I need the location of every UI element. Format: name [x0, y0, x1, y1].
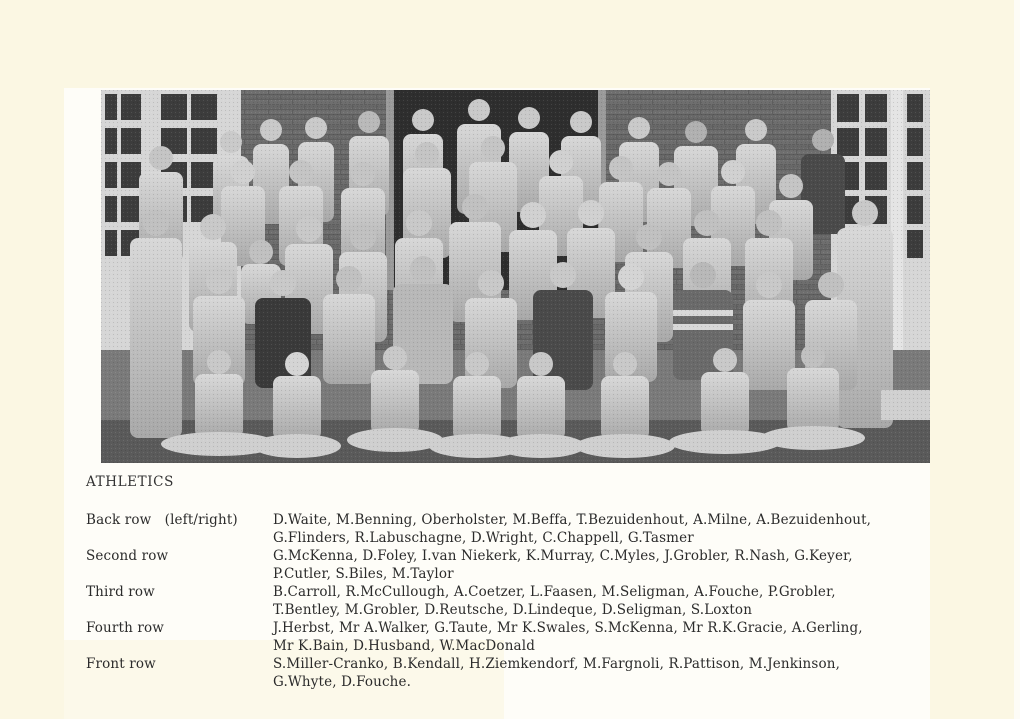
names-line: T.Bentley, M.Grobler, D.Reutsche, D.Lindeque, D.Seligman, S.Loxton — [273, 602, 753, 618]
names-line: B.Carroll, R.McCullough, A.Coetzer, L.Faasen, M.Seligman, A.Fouche, P.Grobler, — [273, 584, 836, 600]
row-names — [273, 547, 976, 583]
row-label: Back row (left/right) — [86, 512, 238, 528]
row-names — [273, 511, 976, 547]
row-label: Second row — [86, 548, 169, 564]
names-line: G.McKenna, D.Foley, I.van Niekerk, K.Murray, C.Myles, J.Grobler, R.Nash, G.Keyer, — [273, 548, 853, 564]
names-line: Mr K.Bain, D.Husband, W.MacDonald — [273, 638, 535, 654]
row-names — [273, 619, 976, 655]
names-line: S.Miller-Cranko, B.Kendall, H.Ziemkendorf, M.Fargnoli, R.Pattison, M.Jenkinson, — [273, 656, 841, 672]
caption-roster — [86, 511, 976, 691]
names-line: G.Flinders, R.Labuschagne, D.Wright, C.Chappell, G.Tasmer — [273, 530, 694, 546]
team-photograph — [101, 90, 930, 463]
roster-row-third — [86, 583, 976, 619]
row-names — [273, 583, 976, 619]
row-label: Fourth row — [86, 620, 164, 636]
names-line: D.Waite, M.Benning, Oberholster, M.Beffa, T.Bezuidenhout, A.Milne, A.Bezuidenhout, — [273, 512, 872, 528]
page-edge — [1014, 0, 1020, 719]
row-label: Front row — [86, 656, 156, 672]
row-label: Third row — [86, 584, 155, 600]
roster-row-front — [86, 655, 976, 691]
photo-image — [101, 90, 930, 463]
roster-row-second — [86, 547, 976, 583]
row-names — [273, 655, 976, 691]
names-line: G.Whyte, D.Fouche. — [273, 674, 412, 690]
roster-row-fourth — [86, 619, 976, 655]
names-line: J.Herbst, Mr A.Walker, G.Taute, Mr K.Swales, S.McKenna, Mr R.K.Gracie, A.Gerling, — [273, 620, 863, 636]
names-line: P.Cutler, S.Biles, M.Taylor — [273, 566, 454, 582]
caption-title: ATHLETICS — [86, 474, 174, 490]
roster-row-back — [86, 511, 976, 547]
